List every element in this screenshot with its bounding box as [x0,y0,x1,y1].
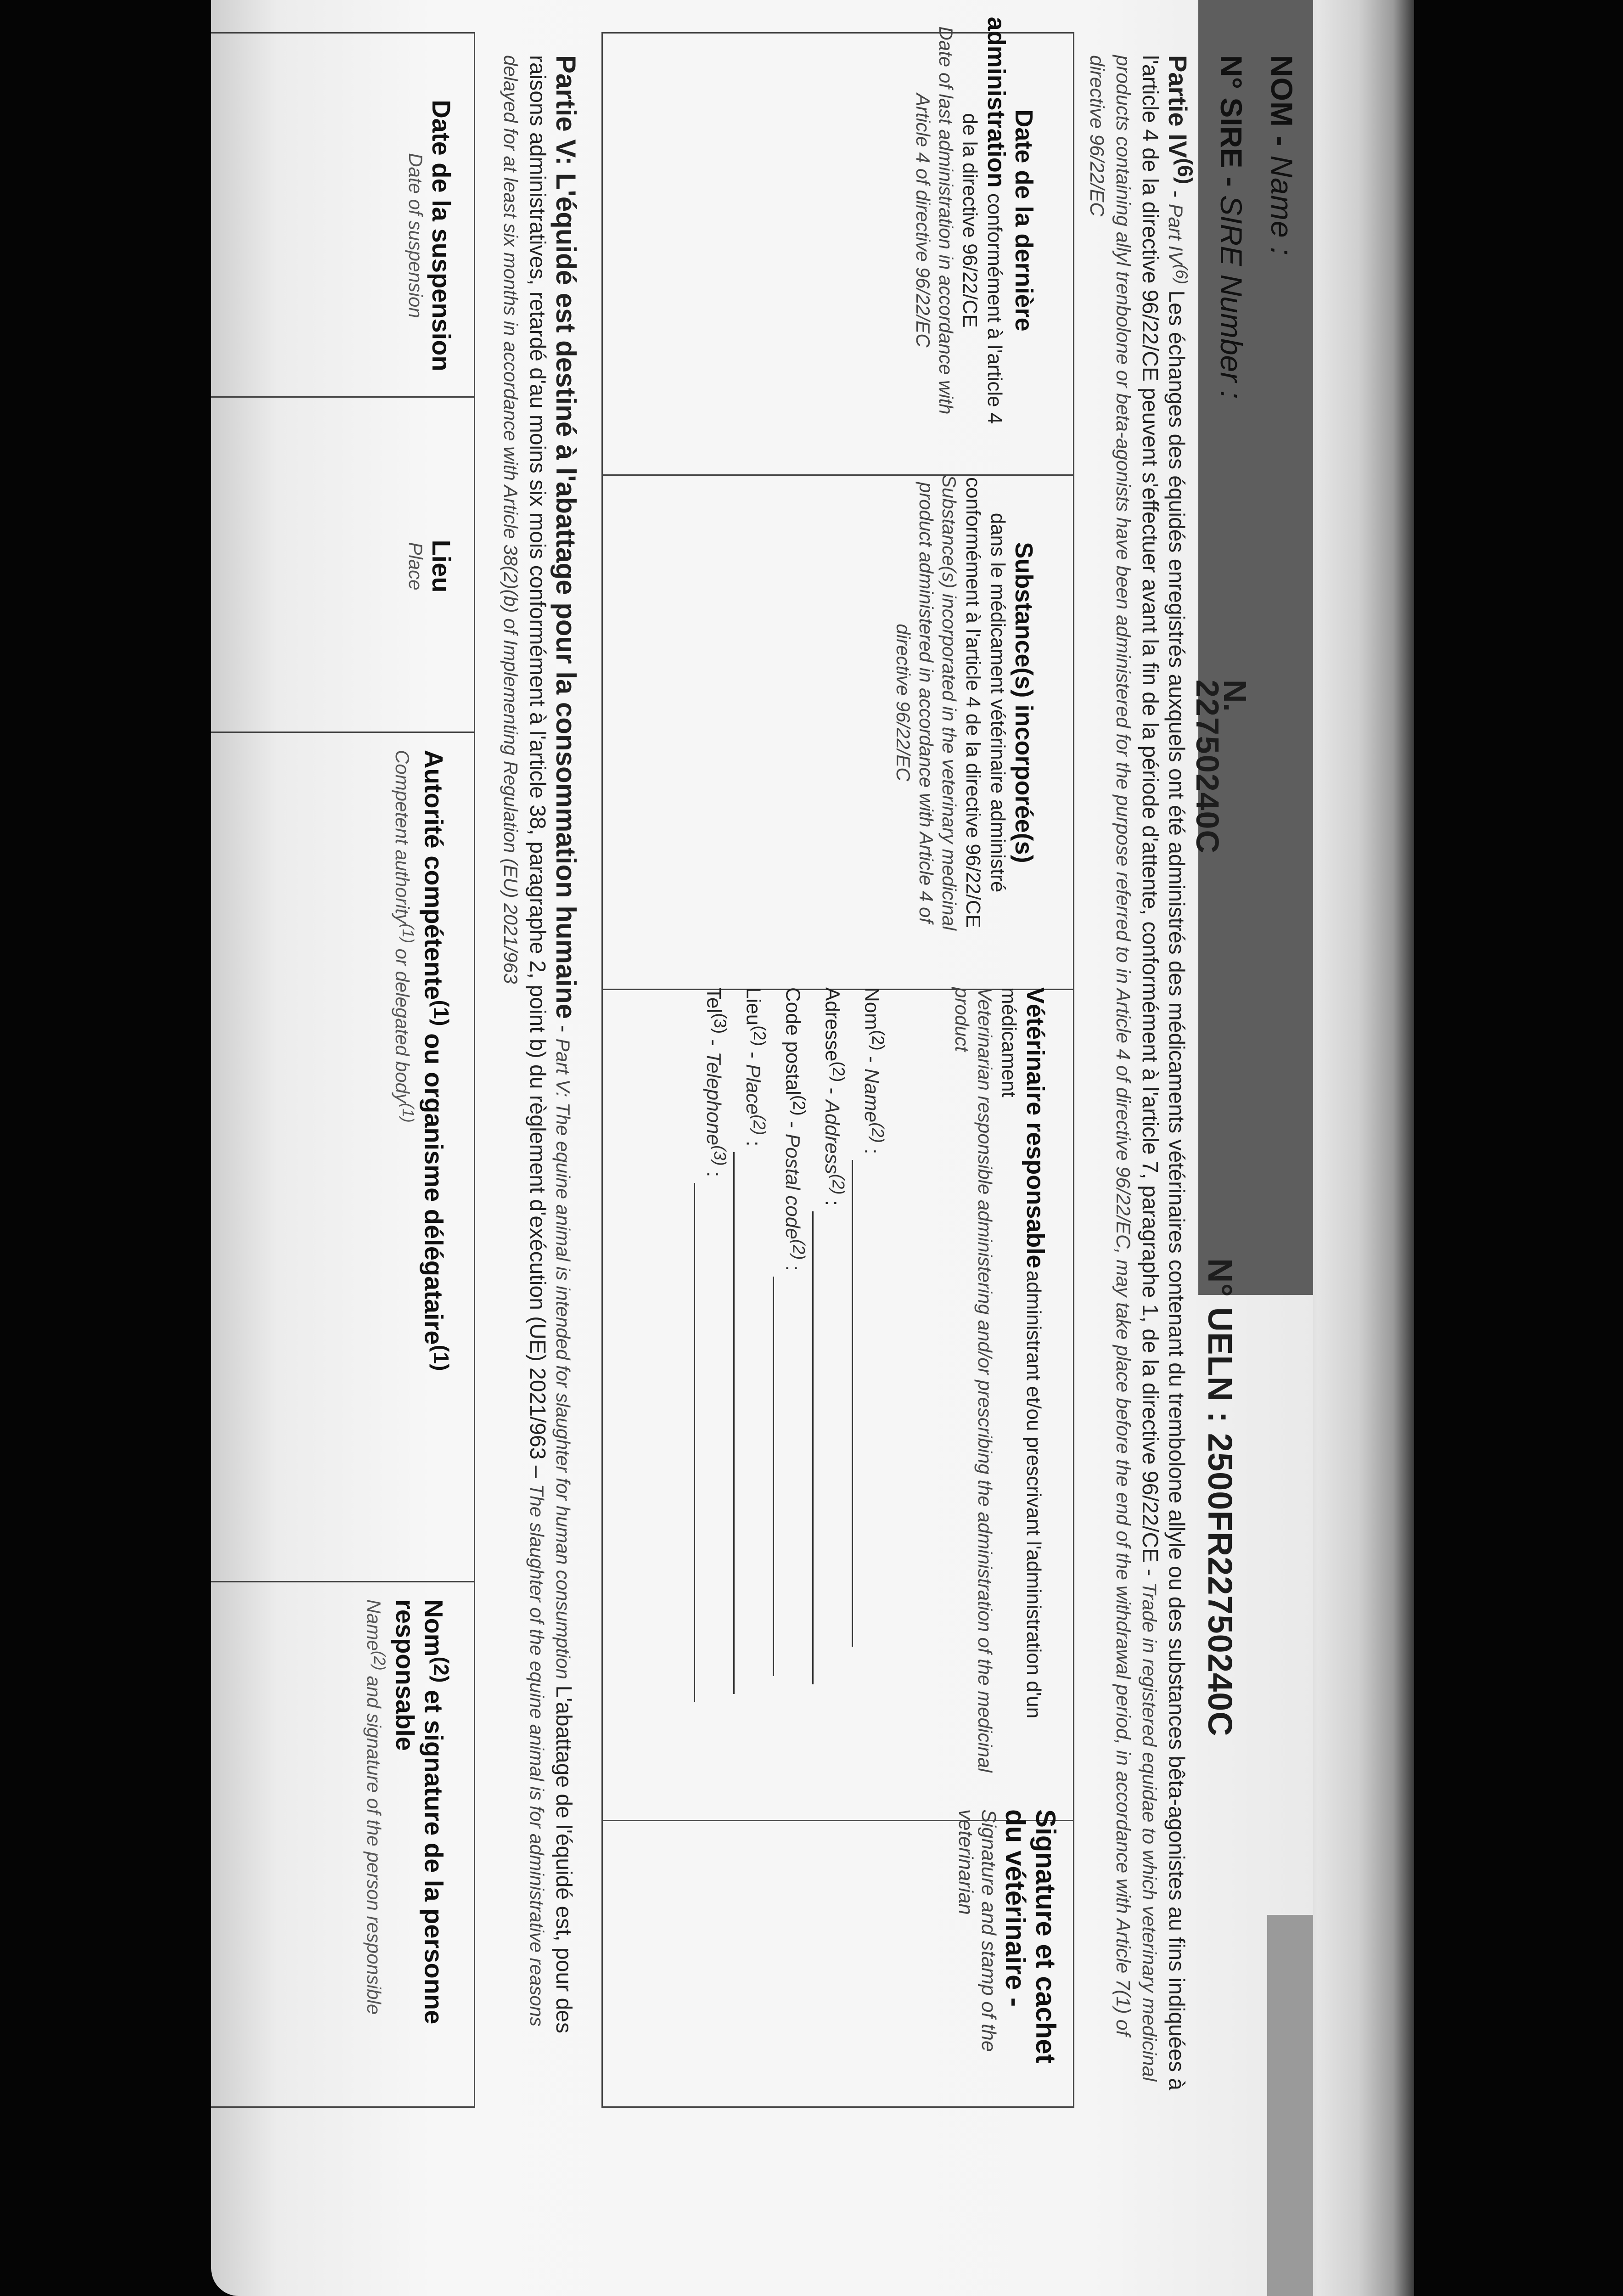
page-content-rotated [211,0,1313,2296]
col-date-last-administration: Date de la dernière administration conformément à l'article 4 de la directive 96/22/CE Date of last administration in accordance with Article 4 of directive 96/22/EC [912,17,1038,424]
header-band-right [1267,1915,1313,2296]
col-vet-signature[interactable]: Signature et cachet du vétérinaire - Signature and stamp of the veterinarian [955,1809,1061,2064]
sire-label: N° SIRE - SIRE Number : [1214,55,1248,399]
part4-text-fr: Les échanges des équidés enregistrés auxquels ont été administrés des médicaments vétérinaires contenant du trembolone allyle ou des substances bêta-agonistes au fins indiquées à l'article 4 de la directive 96/22/CE peuvent s'effectuer avant la fin de la période d'attente, conformément à l'article 7, paragraphe 1, de la directive 96/22/CE [1138,55,1189,2091]
vet-place-field[interactable]: Lieu$^{(2)}$ - Place$^{(2)}$ : [740,987,779,1777]
part4-title: Partie IV$^{(6)}$ [1163,55,1197,185]
part5-table [211,32,475,2108]
vet-address-field[interactable]: Adresse$^{(2)}$ - Address$^{(2)}$ : [819,987,858,1777]
vet-telephone-field[interactable]: Tel$^{(3)}$ - Telephone$^{(3)}$ : [700,987,740,1777]
col-name-signature-responsible[interactable]: Nom$^{(2)}$ et signature de la personne responsable Name$^{(2)}$ and signature of the person responsible [363,1599,453,2025]
table-divider [211,396,474,398]
nom-label: NOM - Name : [1265,55,1299,256]
sire-number-value: 22750240C [1190,680,1225,854]
vet-name-field[interactable]: Nom$^{(2)}$ - Name$^{(2)}$ : [858,987,898,1777]
table-divider [211,1581,474,1582]
ueln-number: N° UELN : 2500FR22750240C [1201,1258,1239,1737]
col-place[interactable]: Lieu Place [405,540,456,593]
col-competent-authority[interactable]: Autorité compétente$^{(1)}$ ou organisme délégataire$^{(1)}$ Competent authority$^{(1)}$ or delegated body$^{(1)}$ [392,750,453,1371]
col-date-suspension[interactable]: Date de la suspension Date of suspension [405,100,456,371]
vet-postal-code-field[interactable]: Code postal$^{(2)}$ - Postal code$^{(2)}$ : [779,987,819,1777]
col-veterinarian: Vétérinaire responsable administrant et/ou prescrivant l'administration d'un médicament Veterinarian responsible administering and/or prescribing the administration of the medicinal product Nom$^{(2)}$ - Name$^{(2)}$ : Adresse$^{(2)}$ - Address$^{(2)}$ : Code postal$^{(2)}$ - Postal code$^{(2)}$ : Lieu$^{(2)}$ - Place$^{(2)}$ : Tel$^{(3)}$ - Telephone$^{(3)}$ : [700,987,1049,1777]
part5-title: Partie V: L'équidé est destiné à l'abattage pour la consommation humaine [550,55,581,1019]
part4-intro: Partie IV$^{(6)}$ - Part IV$^{(6)}$ Les échanges des équidés enregistrés auxquels ont été administrés des médicaments vétérinaires contenant du trembolone allyle ou des substances bêta-agonistes au fins indiquées à l'article 4 de la directive 96/22/CE peuvent s'effectuer avant la fin de la période d'attente, conformément à l'article 7, paragraphe 1, de la directive 96/22/CE - Trade in registered equidae to which veterinary medicinal products containing allyl trenbolone or beta-agonists have been administered for the purpose referred to in Article 4 of directive 96/22/EC, may take place before the end of the withdrawal period, in accordance with Article 7(1) of directive 96/22/EC [1086,55,1197,2091]
part5-intro: Partie V: L'équidé est destiné à l'abattage pour la consommation humaine - Part V: The equine animal is intended for slaughter for human consumption L'abattage de l'équidé est, pour des raisons administratives, retardé d'au moins six mois conformément à l'article 38, paragraphe 2, point b) du règlement d'exécution (UE) 2021/963 – The slaughter of the equine animal is for administrative reasons delayed for at least six months in accordance with Article 38(2)(b) of Implementing Regulation (EU) 2021/963 [500,55,581,2033]
part4-text-en: Trade in registered equidae to which veterinary medicinal products containing allyl trenbolone or beta-agonists have been administered for the purpose referred to in Article 4 of directive 96/22/EC, may take place before the end of the withdrawal period, in accordance with Article 7(1) of directive 96/22/EC [1086,55,1161,2082]
n-label: N. [1217,680,1253,712]
part5-text-en: The slaughter of the equine animal is for administrative reasons delayed for at least six months in accordance with Article 38(2)(b) of Implementing Regulation (EU) 2021/963 [500,55,548,2027]
passport-page [211,0,1313,2296]
table-divider [211,732,474,733]
col-substances: Substance(s) incorporée(s) dans le médicament vétérinaire administré conformément à l'article 4 de la directive 96/22/CE Substance(s) incorporated in the veterinary medicinal product administered in accordance with Article 4 of directive 96/22/EC [893,474,1038,931]
part5-text-fr: L'abattage de l'équidé est, pour des raisons administratives, retardé d'au moins six mois conformément à l'article 38, paragraphe 2, point b) du règlement d'exécution (UE) 2021/963 [525,55,576,2033]
